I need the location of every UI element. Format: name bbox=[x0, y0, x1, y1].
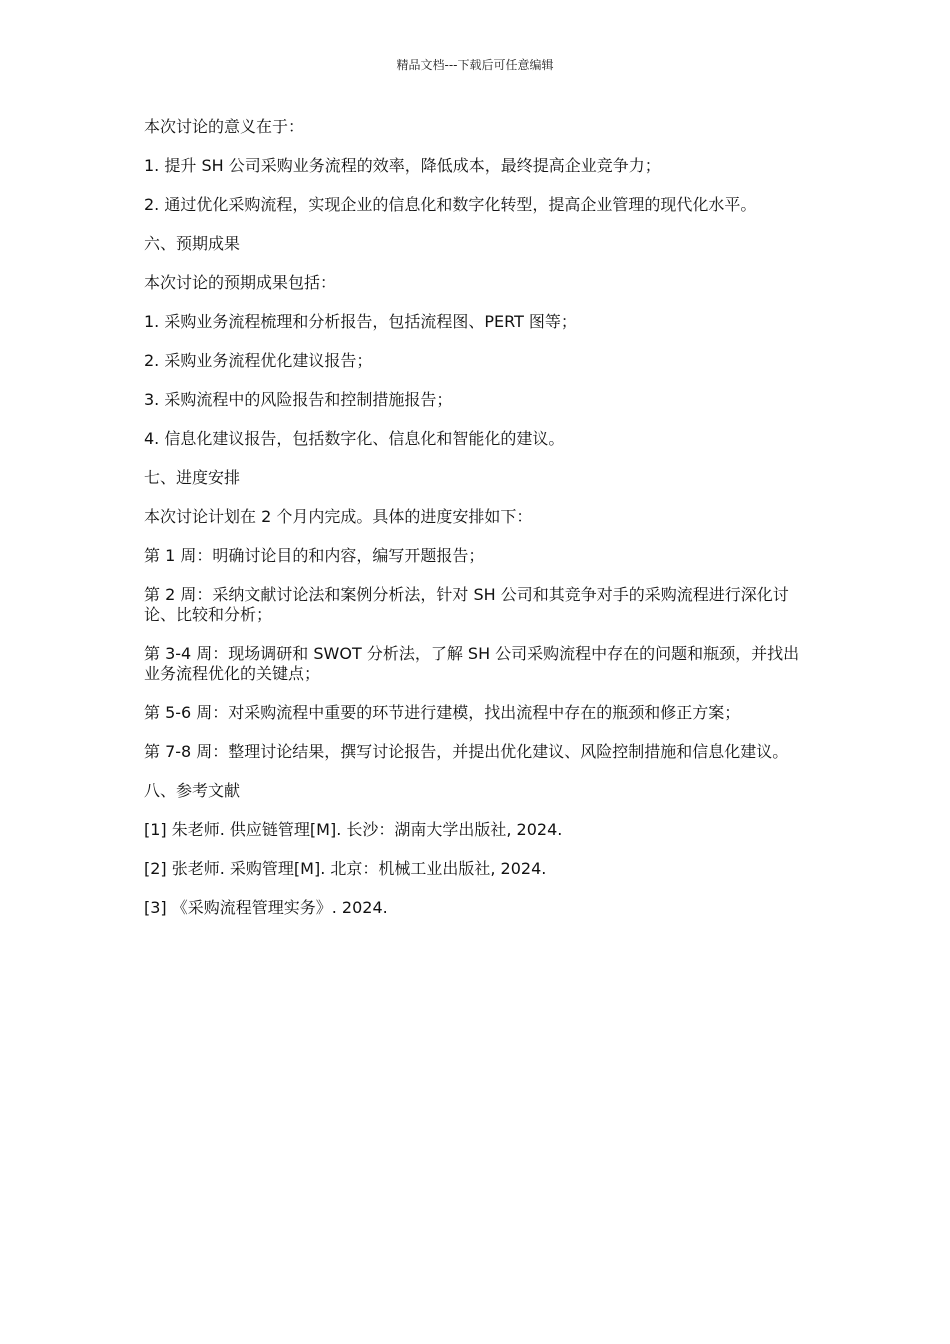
significance-item-1: 1. 提升 SH 公司采购业务流程的效率，降低成本，最终提高企业竞争力； bbox=[144, 156, 661, 175]
section-heading-expected-results: 六、预期成果 bbox=[144, 234, 241, 253]
expected-results-intro: 本次讨论的预期成果包括： bbox=[144, 273, 337, 292]
reference-item-1: [1] 朱老师. 供应链管理[M]. 长沙：湖南大学出版社, 2024. bbox=[144, 820, 563, 839]
schedule-week-3-4: 第 3-4 周：现场调研和 SWOT 分析法，了解 SH 公司采购流程中存在的问题和瓶颈，并找出业务流程优化的关键点； bbox=[144, 644, 800, 683]
schedule-intro: 本次讨论计划在 2 个月内完成。具体的进度安排如下： bbox=[144, 507, 533, 526]
page-header: 精品文档---下载后可任意编辑 bbox=[396, 58, 554, 72]
schedule-week-2: 第 2 周：采纳文献讨论法和案例分析法，针对 SH 公司和其竞争对手的采购流程进行深化讨论、比较和分析； bbox=[144, 585, 789, 624]
expected-result-item-1: 1. 采购业务流程梳理和分析报告，包括流程图、PERT 图等； bbox=[144, 312, 577, 331]
reference-item-3: [3] 《采购流程管理实务》. 2024. bbox=[144, 898, 388, 917]
schedule-week-1: 第 1 周：明确讨论目的和内容，编写开题报告； bbox=[144, 546, 485, 565]
schedule-week-5-6: 第 5-6 周：对采购流程中重要的环节进行建模，找出流程中存在的瓶颈和修正方案； bbox=[144, 703, 741, 722]
section-heading-references: 八、参考文献 bbox=[144, 781, 241, 800]
significance-item-2: 2. 通过优化采购流程，实现企业的信息化和数字化转型，提高企业管理的现代化水平。 bbox=[144, 195, 757, 214]
reference-item-2: [2] 张老师. 采购管理[M]. 北京：机械工业出版社, 2024. bbox=[144, 859, 547, 878]
expected-result-item-4: 4. 信息化建议报告，包括数字化、信息化和智能化的建议。 bbox=[144, 429, 565, 448]
document-body bbox=[144, 117, 814, 937]
schedule-week-7-8: 第 7-8 周：整理讨论结果，撰写讨论报告，并提出优化建议、风险控制措施和信息化建议。 bbox=[144, 742, 789, 761]
section-heading-schedule: 七、进度安排 bbox=[144, 468, 241, 487]
expected-result-item-3: 3. 采购流程中的风险报告和控制措施报告； bbox=[144, 390, 453, 409]
expected-result-item-2: 2. 采购业务流程优化建议报告； bbox=[144, 351, 373, 370]
significance-intro: 本次讨论的意义在于： bbox=[144, 117, 305, 136]
